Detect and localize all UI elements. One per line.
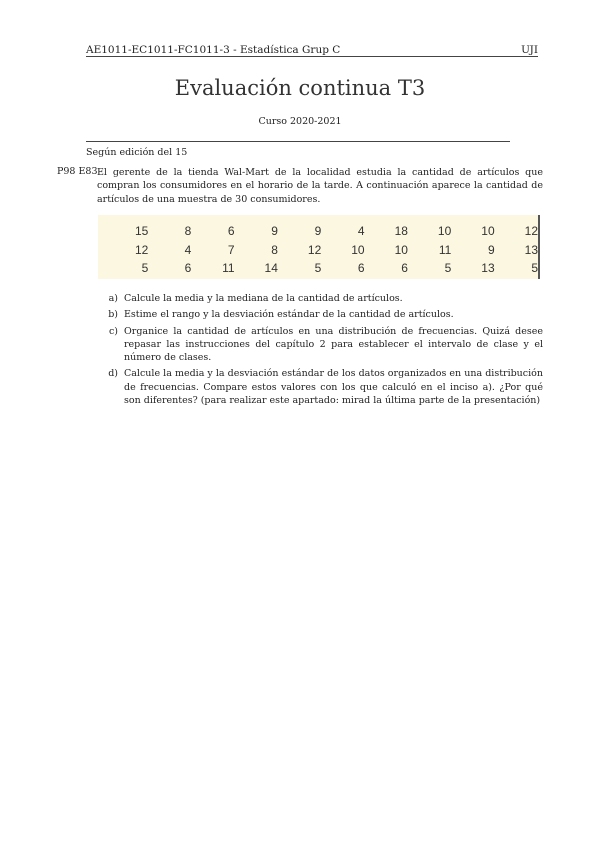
data-cell: 10 (394, 242, 408, 257)
question-text: Calcule la media y la mediana de la cantidad de artículos. (124, 293, 403, 304)
data-cell: 10 (481, 224, 495, 239)
data-cell: 10 (437, 224, 452, 239)
problem-statement: El gerente de la tienda Wal-Mart de la localidad estudia la cantidad de artículos que compran los consumidores en el horario de la tarde. A continuación aparece la cantidad de artículos de una muestra de 30 consumidores. (97, 167, 543, 205)
data-cell: 6 (357, 261, 365, 276)
question-item (98, 292, 543, 305)
data-cell: 13 (524, 242, 538, 257)
question-text: Calcule la media y la desviación estándar de los datos organizados en una distribución de frecuencias. Compare estos valores con los que calculó en el inciso a). ¿Por qué son diferentes? (para realizar este apartado: mirad la última parte de la presentación) (124, 368, 543, 407)
data-cell: 10 (351, 242, 365, 257)
question-label: c) (108, 325, 118, 337)
problem-label: P98 E83 (57, 166, 98, 177)
data-cell: 13 (481, 261, 495, 276)
data-box (98, 215, 540, 279)
data-cell: 7 (227, 242, 235, 257)
data-cell: 11 (222, 261, 235, 276)
data-cell: 12 (524, 224, 538, 239)
data-cell: 9 (487, 242, 495, 257)
page-header (86, 40, 538, 56)
data-cell: 9 (314, 224, 322, 239)
header-divider (86, 56, 538, 57)
data-cell: 6 (401, 261, 408, 276)
question-list (98, 292, 543, 410)
data-cell: 14 (264, 261, 278, 276)
page-title: Evaluación continua T3 (174, 76, 426, 100)
data-table (105, 222, 538, 278)
data-row (105, 259, 538, 278)
question-label: d) (108, 368, 118, 380)
edition-note: Según edición del 15 (86, 147, 188, 158)
data-cell: 6 (184, 261, 192, 276)
data-cell: 9 (271, 224, 278, 239)
question-item (98, 308, 543, 321)
data-cell: 5 (531, 261, 538, 276)
question-item (98, 367, 543, 407)
data-cell: 4 (357, 224, 365, 239)
data-cell: 8 (271, 242, 278, 257)
question-label: a) (108, 293, 118, 304)
data-cell: 8 (184, 224, 192, 239)
data-row (105, 241, 538, 260)
data-cell: 4 (184, 242, 192, 257)
data-cell: 5 (444, 261, 452, 276)
section-divider (86, 141, 510, 142)
question-label: b) (108, 309, 118, 321)
data-cell: 6 (227, 224, 235, 239)
data-cell: 18 (394, 224, 408, 239)
data-row (105, 222, 538, 241)
question-item (98, 325, 543, 365)
header-institution: UJI (521, 44, 538, 56)
data-cell: 5 (314, 261, 322, 276)
question-text: Organice la cantidad de artículos en una distribución de frecuencias. Quizá desee repasar las instrucciones del capítulo 2 para establecer el intervalo de clase y el número de clases. (124, 325, 543, 364)
question-text: Estime el rango y la desviación estándar de la cantidad de artículos. (124, 309, 454, 321)
data-cell: 5 (141, 261, 149, 276)
data-cell: 12 (134, 242, 149, 257)
data-cell: 12 (307, 242, 322, 257)
header-course: AE1011-EC1011-FC1011-3 - Estadística Grup C (86, 44, 341, 56)
page-subtitle: Curso 2020-2021 (258, 116, 342, 127)
data-cell: 11 (438, 242, 452, 257)
data-cell: 15 (134, 224, 149, 239)
